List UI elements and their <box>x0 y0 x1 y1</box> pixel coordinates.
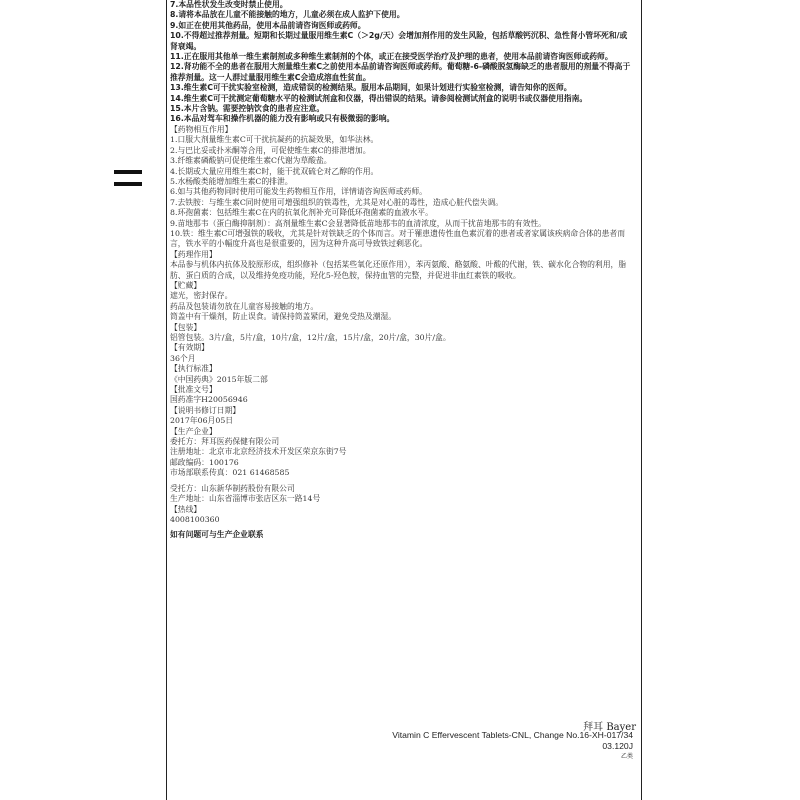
precaution-item: 16.本品对驾车和操作机器的能力没有影响或只有极微弱的影响。 <box>170 114 395 124</box>
brand-name: 拜耳 Bayer <box>583 722 636 733</box>
precaution-item: 7.本品性状发生改变时禁止使用。 <box>170 0 288 9</box>
precaution-item: 13.维生素C可干扰实验室检测，造成错误的检测结果。服用本品期间，如果计划进行实验室检测，请告知你的医师。 <box>170 83 572 93</box>
manufacturer-line: 邮政编码：100176 <box>170 457 239 467</box>
fold-mark-bottom <box>114 182 142 186</box>
document-footer <box>352 730 633 762</box>
page-border-left <box>166 0 167 800</box>
manufacturer-heading: 【生产企业】 <box>170 426 217 436</box>
approval-heading: 【批准文号】 <box>170 385 217 395</box>
interaction-item: 5.水杨酸类能增加维生素C的排泄。 <box>170 176 293 186</box>
interaction-item: 10.铁：维生素C可增强铁的吸收，尤其是针对铁缺乏的个体而言。对于罹患遗传性血色素沉着的患者或者家属该疾病命合体的患者而言，铁水平的小幅度升高也是很重要的，因为这种升高可导致铁过剩恶化。 <box>170 228 625 249</box>
hotline-heading: 【热线】 <box>170 504 202 514</box>
manufacturer-line: 市场部联系传真：021 61468585 <box>170 468 290 478</box>
validity-heading: 【有效期】 <box>170 343 209 353</box>
interaction-item: 3.纤维素磷酸钠可促使维生素C代谢为草酸盐。 <box>170 156 332 166</box>
precautions-list <box>170 0 634 125</box>
footer-category: 乙类 <box>620 754 633 760</box>
pharmacology-heading: 【药理作用】 <box>170 249 217 259</box>
interaction-item: 6.如与其他药物同时使用可能发生药物相互作用，详情请咨询医师或药师。 <box>170 187 427 197</box>
precaution-item: 12.肾功能不全的患者在服用大剂量维生素C之前使用本品前请咨询医师或药师。葡萄糖-6-磷酸脱氢酶缺乏的患者服用的剂量不得高于推荐剂量。这一人群过量服用维生素C会造成溶血性贫血。 <box>170 62 631 82</box>
packaging-heading: 【包装】 <box>170 322 202 332</box>
leaflet-text <box>170 0 634 541</box>
precaution-item: 10.不得超过推荐剂量。短期和长期过量服用维生素C（＞2g/天）会增加剂作用的发生风险，包括草酸钙沉积、急性肾小管坏死和/或肾衰竭。 <box>170 31 628 51</box>
precaution-item: 15.本片含钠。需要控钠饮食的患者应注意。 <box>170 104 325 114</box>
interaction-item: 7.去铁胺：与维生素C同时使用可增强组织的铁毒性，尤其是对心脏的毒性，造成心脏代偿失调。 <box>170 197 504 207</box>
revision-heading: 【说明书修订日期】 <box>170 405 241 415</box>
footer-code: 03.120J <box>602 741 633 751</box>
interaction-item: 2.与巴比妥或扑米酮等合用，可促使维生素C的排泄增加。 <box>170 145 371 155</box>
manufacturer-line: 委托方：拜耳医药保健有限公司 <box>170 437 280 447</box>
page-border-right <box>641 0 642 800</box>
approval-text: 国药准字H20056946 <box>170 395 248 405</box>
interactions-heading: 【药物相互作用】 <box>170 124 233 134</box>
packaging-text: 铝管包装。3片/盒，5片/盒，10片/盒，12片/盒，15片/盒，20片/盒，30片/盒。 <box>170 333 451 342</box>
interaction-item: 8.环孢菌素：包括维生素C在内的抗氧化剂补充可降低环孢菌素的血液水平。 <box>170 208 433 218</box>
interaction-item: 4.长期或大量应用维生素C时，能干扰双硫仑对乙醇的作用。 <box>170 166 379 176</box>
storage-line: 筒盖中有干燥剂，防止误食。请保持筒盖紧闭，避免受热及潮湿。 <box>170 312 397 322</box>
interaction-item: 1.口服大剂量维生素C可干扰抗凝药的抗凝效果，如华法林。 <box>170 135 379 145</box>
interaction-item: 9.苗地那韦（蛋白酶抑制剂）：高剂量维生素C会显著降低苗地那韦的血清浓度，从而干扰苗地那韦的有效性。 <box>170 218 546 228</box>
storage-line: 药品及包装请勿放在儿童容易接触的地方。 <box>170 301 319 311</box>
manufacturer-line: 生产地址：山东省淄博市张店区东一路14号 <box>170 494 321 504</box>
storage-line: 遮光，密封保存。 <box>170 291 233 301</box>
manufacturer-line: 注册地址：北京市北京经济技术开发区荣京东街7号 <box>170 447 347 457</box>
validity-text: 36个月 <box>170 353 196 363</box>
revision-text: 2017年06月05日 <box>170 416 234 426</box>
precaution-item: 14.维生素C可干扰测定葡萄糖水平的检测试剂盒和仪器，得出错误的结果。请参阅检测试剂盒的说明书或仪器使用指南。 <box>170 93 588 103</box>
precaution-item: 9.如正在使用其他药品，使用本品前请咨询医师或药师。 <box>170 20 366 30</box>
fold-mark-top <box>114 170 142 174</box>
standard-text: 《中国药典》2015年版二部 <box>170 374 268 384</box>
storage-heading: 【贮藏】 <box>170 280 202 290</box>
hotline-text: 4008100360 <box>170 514 220 524</box>
pharmacology-text: 本品参与机体内抗体及胶原形成，组织修补（包括某些氧化还原作用），苯丙氨酸、酪氨酸、叶酸的代谢，铁、碳水化合物的利用，脂肪、蛋白质的合成，以及维持免疫功能，羟化5-羟色胺，保持血管的完整，并促进非血红素铁的吸收。 <box>170 260 627 280</box>
leaflet-body <box>170 125 634 541</box>
precaution-item: 8.请将本品放在儿童不能接触的地方，儿童必须在成人监护下使用。 <box>170 10 405 20</box>
precaution-item: 11.正在服用其他单一维生素制剂或多种维生素制剂的个体，或正在接受医学治疗及护理的患者，使用本品前请咨询医师或药师。 <box>170 52 613 62</box>
footer-change-number: Vitamin C Effervescent Tablets-CNL, Change No.16-XH-017/34 <box>392 730 633 740</box>
manufacturer-line: 受托方：山东新华制药股份有限公司 <box>170 483 295 493</box>
standard-heading: 【执行标准】 <box>170 364 217 374</box>
contact-note: 如有问题可与生产企业联系 <box>170 530 264 540</box>
